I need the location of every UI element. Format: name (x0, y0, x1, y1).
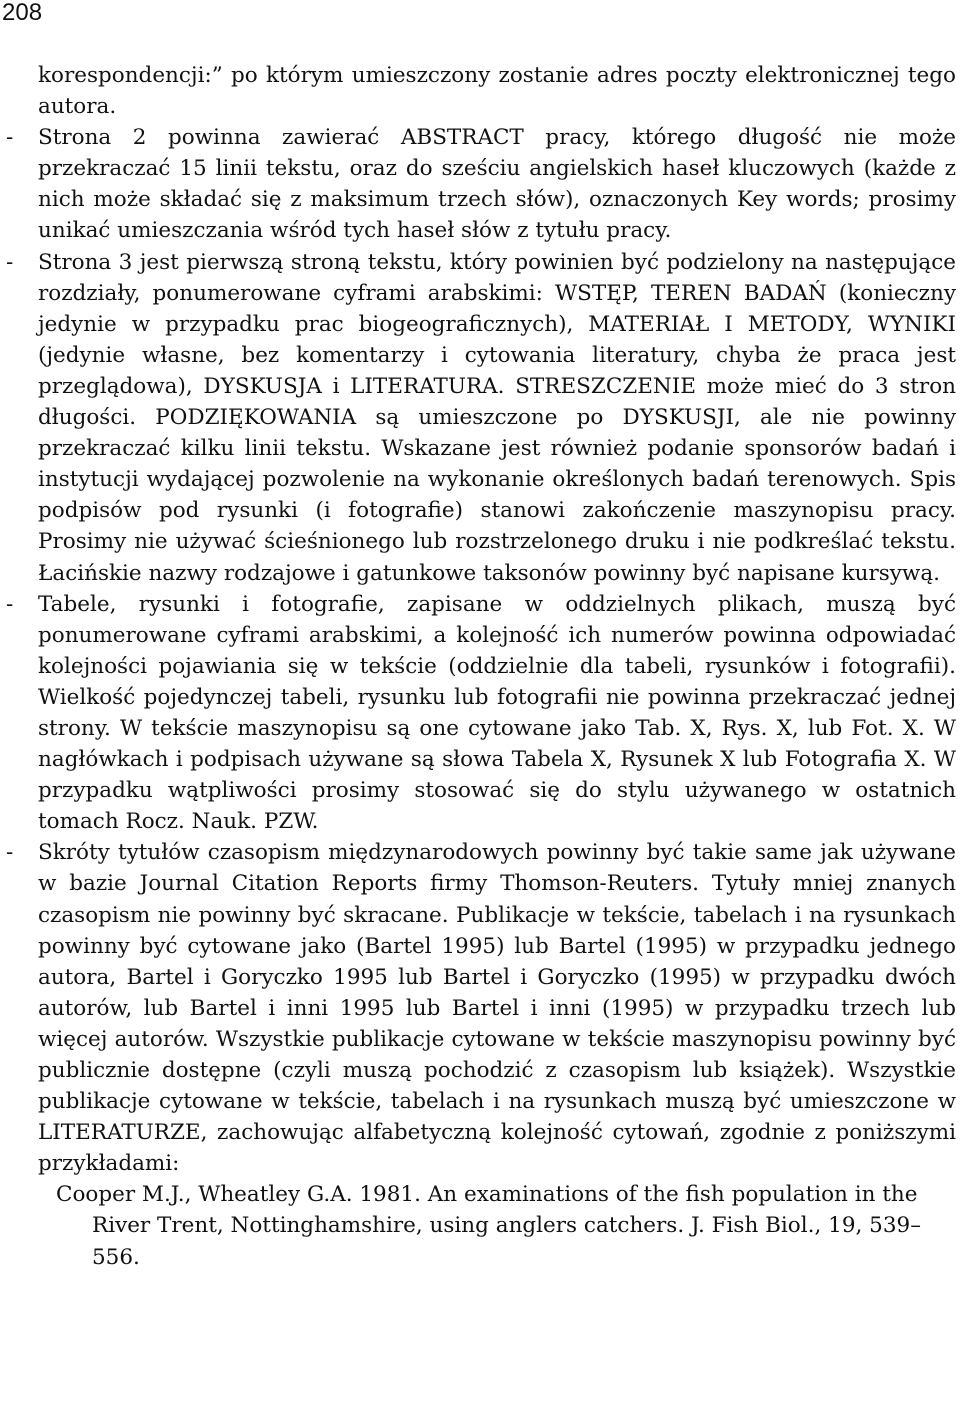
paragraph-text: Strona 3 jest pierwszą stroną tekstu, który powinien być podzielony na następujące rozdziały, ponumerowane cyframi arabskimi: WSTĘP, TEREN BADAŃ (konieczny jedynie w przypadku prac biogeograficznych), MATERIAŁ I METODY, WYNIKI (jedynie własne, bez komentarzy i cytowania literatury, chyba że praca jest przeglądowa), DYSKUSJA i LITERATURA. STRESZCZENIE może mieć do 3 stron długości. PODZIĘKOWANIA są umieszczone po DYSKUSJI, ale nie powinny przekraczać kilku linii tekstu. Wskazane jest również podanie sponsorów badań i instytucji wydającej pozwolenie na wykonanie określonych badań terenowych. Spis podpisów pod rysunki (i fotografie) stanowi zakończenie maszynopisu pracy. Prosimy nie używać ścieśnionego lub rozstrzelonego druku i nie podkreślać tekstu. Łacińskie nazwy rodzajowe i gatunkowe taksonów powinny być napisane kursywą. (38, 249, 956, 586)
paragraph-page-two-abstract (0, 122, 956, 246)
list-dash: - (6, 249, 14, 275)
page-number: 208 (2, 0, 43, 26)
paragraph-text: korespondencji:” po którym umieszczony zostanie adres poczty elektronicznej tego autora. (38, 63, 956, 120)
document-body (0, 60, 956, 1273)
paragraph-text: Strona 2 powinna zawierać ABSTRACT pracy, którego długość nie może przekraczać 15 linii tekstu, oraz do sześciu angielskich haseł kluczowych (każde z nich może składać się z maksimum trzech słów), oznaczonych Key words; prosimy unikać umieszczania wśród tych haseł słów z tytułu pracy. (38, 125, 956, 244)
paragraph-contact-info (0, 60, 956, 122)
reference-example: Cooper M.J., Wheatley G.A. 1981. An examinations of the fish population in the River Trent, Nottinghamshire, using anglers catchers. J. Fish Biol., 19, 539–556. (56, 1182, 921, 1270)
paragraph-tables-figures (0, 589, 956, 838)
list-dash: - (6, 591, 14, 617)
list-dash: - (6, 125, 14, 151)
paragraph-text: Tabele, rysunki i fotografie, zapisane w oddzielnych plikach, muszą być ponumerowane cyframi arabskimi, a kolejność ich numerów powinna odpowiadać kolejności pojawiania się w tekście (oddzielnie dla tabeli, rysunków i fotografii). Wielkość pojedynczej tabeli, rysunku lub fotografii nie powinna przekraczać jednej strony. W tekście maszynopisu są one cytowane jako Tab. X, Rys. X, lub Fot. X. W nagłówkach i podpisach używane są słowa Tabela X, Rysunek X lub Fotografia X. W przypadku wątpliwości prosimy stosować się do stylu używanego w ostatnich tomach Rocz. Nauk. PZW. (38, 591, 956, 835)
paragraph-text: Skróty tytułów czasopism międzynarodowych powinny być takie same jak używane w bazie Journal Citation Reports firmy Thomson-Reuters. Tytuły mniej znanych czasopism nie powinny być skracane. Publikacje w tekście, tabelach i na rysunkach powinny być cytowane jako (Bartel 1995) lub Bartel (1995) w przypadku jednego autora, Bartel i Goryczko 1995 lub Bartel i Goryczko (1995) w przypadku dwóch autorów, lub Bartel i inni 1995 lub Bartel i inni (1995) w przypadku trzech lub więcej autorów. Wszystkie publikacje cytowane w tekście maszynopisu powinny być publicznie dostępne (czyli muszą pochodzić z czasopism lub książek). Wszystkie publikacje cytowane w tekście, tabelach i na rysunkach muszą być umieszczone w LITERATURZE, zachowując alfabetyczną kolejność cytowań, zgodnie z poniższymi przykładami: (38, 840, 956, 1177)
paragraph-citations (0, 837, 956, 1179)
list-dash: - (6, 840, 14, 866)
paragraph-page-three-structure (0, 247, 956, 589)
